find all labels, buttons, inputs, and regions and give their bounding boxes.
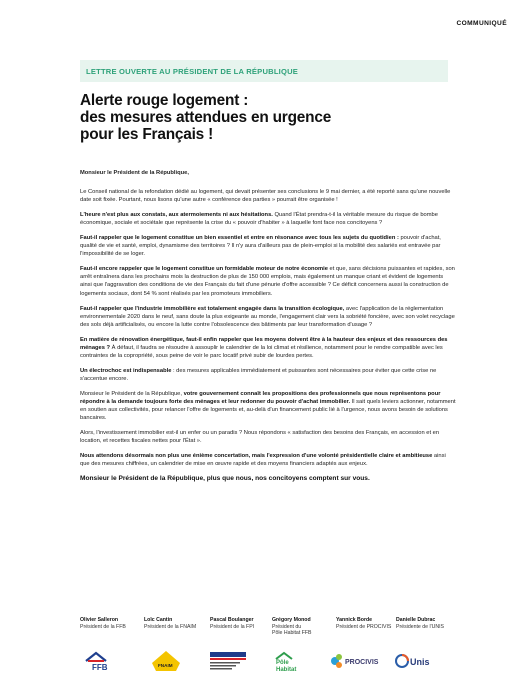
paragraph-2-lead: L'heure n'est plus aux constats, aux atermoiements ni aux hésitations. [80, 212, 273, 219]
title-line-3: pour les Français ! [80, 126, 214, 143]
paragraph-2 [80, 211, 456, 227]
signatory-name: Danielle Dubrac [396, 617, 436, 623]
paragraph-6 [80, 336, 456, 360]
fpi-logo [208, 649, 248, 673]
signatory-role: Président du [272, 623, 302, 630]
paragraph-7-text: : des mesures applicables immédiatement et puissantes sont nécessaires pour éviter que cette crise ne s'accentue encore. [80, 367, 437, 382]
signatory-role: Président de PROCIVIS [336, 623, 392, 630]
letter-banner [80, 60, 448, 82]
title-line-2: des mesures attendues en urgence [80, 109, 332, 126]
banner-text: LETTRE OUVERTE AU PRÉSIDENT DE LA RÉPUBLIQUE [86, 66, 299, 76]
signatory-role: Président de la FFB [80, 623, 126, 630]
paragraph-10 [80, 452, 456, 468]
paragraph-5-text: avec l'application de la réglementation environnementale 2020 dans le neuf, sans doute la plus exigeante au monde, l'engagement clair vers la sobriété foncière, avec son volet recyclage des sols déjà artificialisés, ou encore la lutte contre l'obsolescence des bâtiments par leur transformation d'usage ? [80, 305, 455, 328]
signatory-role: Président de la FPI [210, 623, 255, 630]
paragraph-10-text: ainsi que des mesures chiffrées, un calendrier de mise en œuvre rapide et des moyens financiers adaptés aux enjeux. [80, 453, 446, 468]
paragraph-10-lead: Nous attendons désormais non plus une énième concertation, mais l'expression d'une volonté présidentielle claire et ambitieuse [80, 453, 433, 460]
paragraph-6-text: À défaut, il faudra se résoudre à assouplir le calendrier de la loi climat et résilience, notamment pour le rendre compatible avec les contraintes de la copropriété, sous peine de voir le parc locatif privé subir de lourdes pertes. [80, 344, 443, 359]
closing-line: Monsieur le Président de la République, plus que nous, nos concitoyens comptent sur vous. [80, 475, 370, 483]
signatory-role: Présidente de l'UNIS [396, 623, 444, 630]
signatory-name: Pascal Boulanger [210, 617, 254, 623]
paragraph-3-lead: Faut-il rappeler que le logement constitue un bien essentiel et entre en résonance avec tous les sujets du quotidien : [80, 235, 399, 242]
paragraph-1: Le Conseil national de la refondation dédié au logement, qui devait présenter ses conclusions le 9 mai dernier, a été reporté sans qu'une nouvelle date soit fixée. Pourtant, nous lisons qu'une autre « conférence des parties » pourrait être organisée ! [80, 189, 451, 204]
paragraph-7 [80, 367, 456, 383]
paragraph-8-lead: votre gouvernement connaît les propositions des professionnels que nous représentons pour répondre à la demande toujours forte des ménages et leur redonner du pouvoir d'achat immobilier. [80, 390, 441, 405]
paragraph-2-text: Quand l'État prendra-t-il la véritable mesure du risque de bombe économique, sociale et sociétale que représente la crise du « pouvoir d'habiter » à laquelle font face nos concitoyens ? [80, 212, 438, 227]
pole-logo-text: Pôle [276, 660, 289, 666]
paragraph-9: Alors, l'investissement immobilier est-il un enfer ou un paradis ? Nous répondons « satisfaction des besoins des Français, en accession et en location, et recettes fiscales nettes pour l'État ». [80, 430, 440, 445]
paragraph-6-lead: En matière de rénovation énergétique, faut-il enfin rappeler que les moyens doivent être à la hauteur des enjeux et des ressources des ménages ? [80, 336, 448, 351]
signatories [80, 617, 460, 637]
habitat-logo-text: Habitat [276, 667, 297, 673]
salutation: Monsieur le Président de la République, [80, 170, 189, 176]
paragraph-8-start: Monsieur le Président de la République, [80, 390, 184, 397]
ffb-logo [82, 649, 126, 673]
procivis-logo-text: PROCIVIS [345, 659, 379, 666]
signatory [80, 617, 144, 637]
paragraph-4-lead: Faut-il encore rappeler que le logement constitue un formidable moteur de notre économie [80, 266, 328, 273]
fnaim-logo [146, 649, 186, 673]
signatory [210, 617, 272, 637]
paragraph-7-lead: Un électrochoc est indispensable [80, 367, 172, 374]
paragraph-4-text: et que, sans décisions puissantes et rapides, son arrêt entraînera dans les prochains mois la destruction de plus de 150 000 emplois, mais également un manque criant et évident de logements ainsi que l'aggravation des conditions de vie des Français du fait d'une pénurie d'offre accessible ? Ce déficit concernera aussi la construction de logements sociaux, dont 54 % sont réalisés par les promoteurs immobiliers. [80, 266, 455, 297]
paragraph-5 [80, 305, 456, 329]
fnaim-logo-text: FNAIM [158, 663, 173, 668]
signatory-name: Grégory Monod [272, 617, 311, 623]
signatory [144, 617, 210, 637]
signatory-role: Président de la FNAIM [144, 623, 197, 630]
paragraph-5-lead: Faut-il rappeler que l'industrie immobilière est totalement engagée dans la transition écologique, [80, 305, 345, 312]
paragraph-3 [80, 234, 456, 258]
pole-habitat-logo [272, 649, 316, 673]
unis-logo-text: Unis [410, 657, 430, 667]
signatory [396, 617, 456, 637]
ffb-logo-text: FFB [92, 663, 108, 672]
title-line-1: Alerte rouge logement : [80, 92, 249, 109]
paragraph-4 [80, 265, 456, 297]
paragraph-8-text: Il sait quels leviers actionner, notamment en soutien aux collectivités, pour relancer l'offre de logements et, au-delà d'un financement public lié à l'urgence, nous avons besoin de solutions bancaires. [80, 398, 456, 422]
signatory [272, 617, 336, 637]
communique-tag: COMMUNIQUÉ [456, 20, 507, 27]
signatory-name: Loïc Cantin [144, 617, 173, 623]
signatory [336, 617, 396, 637]
letter-body [80, 169, 456, 483]
signatory-name: Yannick Borde [336, 617, 373, 623]
paragraph-8 [80, 390, 456, 422]
page-title [80, 92, 448, 143]
signatory-role-line-2: Pôle Habitat FFB [272, 630, 312, 637]
procivis-logo [328, 649, 386, 673]
partner-logos [80, 649, 470, 673]
paragraph-3-text: pouvoir d'achat, qualité de vie et santé, emploi, dynamisme des territoires ? Il n'y aura d'ailleurs pas de plein-emploi si la mobilité des salariés est entravée par l'impossibilité de se loger. [80, 235, 441, 258]
unis-logo [394, 649, 438, 673]
signatory-name: Olivier Salleron [80, 617, 119, 623]
